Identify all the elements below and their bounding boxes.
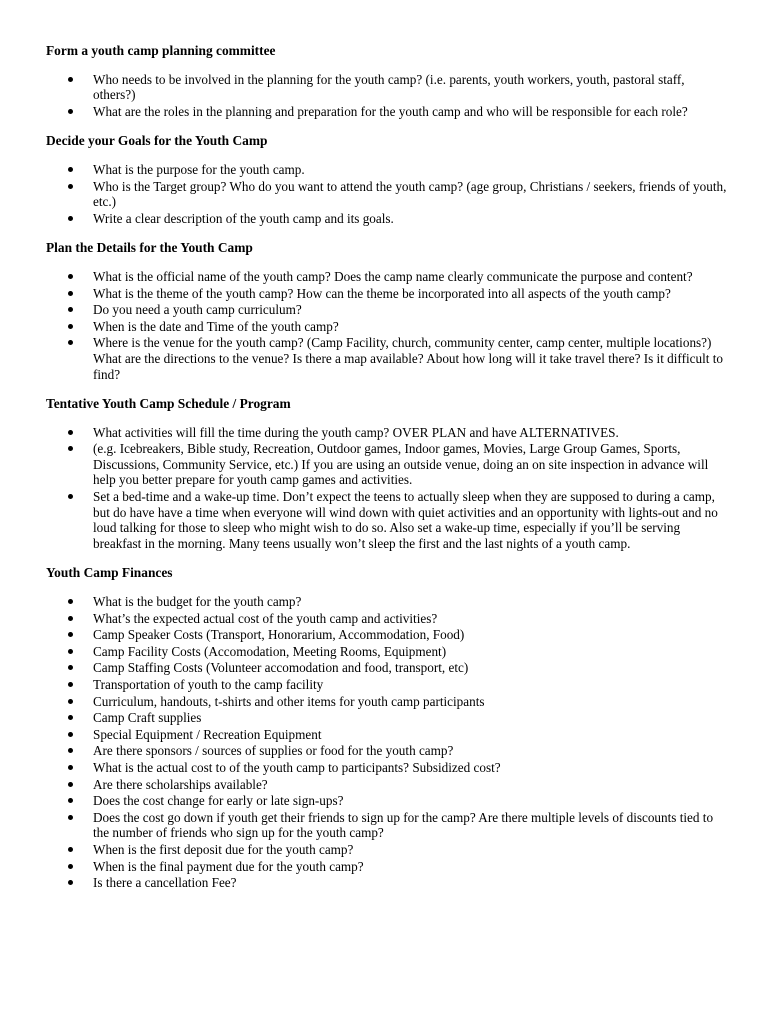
list-item-text: What is the actual cost to of the youth camp to participants? Subsidized cost? [93, 759, 501, 775]
list-item-text: When is the first deposit due for the youth camp? [93, 841, 354, 857]
section-details [46, 240, 728, 382]
bullet-icon [68, 798, 73, 803]
list-item [46, 425, 728, 441]
list-item [46, 489, 728, 551]
list-item [46, 677, 728, 693]
list-item [46, 660, 728, 676]
list-item-text: Does the cost go down if youth get their friends to sign up for the camp? Are there multiple levels of discounts tied to the number of friends who sign up for the youth camp? [93, 809, 714, 841]
list-item [46, 441, 728, 488]
bullet-icon [68, 715, 73, 720]
list-item-text: Does the cost change for early or late sign-ups? [93, 793, 344, 809]
list-item [46, 162, 728, 178]
list-item-text: Who needs to be involved in the planning for the youth camp? (i.e. parents, youth workers, youth, pastoral staff, others?) [93, 71, 685, 103]
list-item-text: What is the theme of the youth camp? How can the theme be incorporated into all aspects of the youth camp? [93, 285, 671, 301]
list-item [46, 104, 728, 120]
list-item-text: Transportation of youth to the camp facility [93, 677, 324, 692]
list-item-text: What is the purpose for the youth camp. [93, 161, 305, 177]
section-heading: Tentative Youth Camp Schedule / Program [46, 396, 291, 412]
list-item-text: What is the budget for the youth camp? [93, 594, 302, 610]
list-item [46, 810, 728, 841]
list-item-text: What are the roles in the planning and preparation for the youth camp and who will be responsible for each role? [93, 103, 688, 119]
list-item-text: What activities will fill the time during the youth camp? OVER PLAN and have ALTERNATIVES. [93, 424, 619, 440]
list-item-text: Camp Speaker Costs (Transport, Honorarium, Accommodation, Food) [93, 627, 465, 643]
bullet-icon [68, 274, 73, 279]
list-item-text: Curriculum, handouts, t-shirts and other items for youth camp participants [93, 693, 485, 709]
bullet-icon [68, 307, 73, 312]
bullet-icon [68, 847, 73, 852]
list-item [46, 627, 728, 643]
list-item [46, 760, 728, 776]
bullet-icon [68, 167, 73, 172]
bullet-icon [68, 430, 73, 435]
list-item-text: Do you need a youth camp curriculum? [93, 302, 302, 318]
list-item-text: Special Equipment / Recreation Equipment [93, 726, 322, 742]
bullet-icon [68, 649, 73, 654]
section-heading: Form a youth camp planning committee [46, 43, 276, 58]
bullet-icon [68, 291, 73, 296]
bullet-icon [68, 815, 73, 820]
list-item [46, 319, 728, 335]
list-item-text: Camp Facility Costs (Accomodation, Meeting Rooms, Equipment) [93, 643, 447, 659]
list-item [46, 777, 728, 793]
list-item [46, 302, 728, 318]
list-item-text: Write a clear description of the youth camp and its goals. [93, 210, 394, 226]
list-item-text: When is the final payment due for the youth camp? [93, 858, 364, 874]
section-goals [46, 133, 728, 226]
list-item-text: (e.g. Icebreakers, Bible study, Recreation, Outdoor games, Indoor games, Movies, Large Group Games, Sports, Discussions, Community Service, etc.) If you are using an outside venue, doing an on site inspection in advance will help you better prepare for youth camp games and activities. [93, 441, 709, 488]
list-item [46, 793, 728, 809]
bullet-list [46, 594, 728, 891]
list-item-text: Set a bed-time and a wake-up time. Don’t expect the teens to actually sleep when they are supposed to during a camp, but do have have a time when everyone will wind down with quiet activities and an opportunity with lights-out and no loud talking for those to sleep who might wish to do so. Also set a wake-up time, especially if you’ll be serving breakfast in the morning. Many teens usually won’t sleep the first and the last nights of a youth camp. [93, 489, 718, 551]
list-item [46, 859, 728, 875]
list-item [46, 611, 728, 627]
list-item-text: Is there a cancellation Fee? [93, 875, 237, 891]
section-finances [46, 565, 728, 890]
list-item-text: Where is the venue for the youth camp? (Camp Facility, church, community center, camp center, multiple locations?) What are the directions to the venue? Is there a map available? About how long will it take travel there? Is it difficult to find? [93, 335, 723, 382]
list-item [46, 72, 728, 103]
bullet-icon [68, 748, 73, 753]
bullet-list [46, 425, 728, 552]
bullet-icon [68, 446, 73, 451]
bullet-icon [68, 324, 73, 329]
section-heading: Decide your Goals for the Youth Camp [46, 133, 268, 149]
list-item-text: What is the official name of the youth camp? Does the camp name clearly communicate the purpose and content? [93, 268, 693, 284]
list-item [46, 335, 728, 382]
list-item-text: Are there sponsors / sources of supplies or food for the youth camp? [93, 743, 454, 759]
bullet-icon [68, 665, 73, 670]
section-planning-committee [46, 43, 728, 119]
bullet-icon [68, 340, 73, 345]
bullet-icon [68, 494, 73, 499]
list-item-text: Who is the Target group? Who do you want to attend the youth camp? (age group, Christians / seekers, friends of youth, etc.) [93, 178, 727, 210]
bullet-list [46, 162, 728, 226]
list-item-text: Camp Craft supplies [93, 710, 202, 726]
bullet-icon [68, 109, 73, 114]
list-item [46, 269, 728, 285]
list-item-text: When is the date and Time of the youth camp? [93, 318, 339, 334]
list-item [46, 694, 728, 710]
bullet-icon [68, 632, 73, 637]
list-item [46, 710, 728, 726]
bullet-icon [68, 184, 73, 189]
bullet-icon [68, 216, 73, 221]
list-item [46, 594, 728, 610]
section-heading: Plan the Details for the Youth Camp [46, 240, 253, 256]
list-item-text: Camp Staffing Costs (Volunteer accomodation and food, transport, etc) [93, 660, 469, 676]
list-item-text: What’s the expected actual cost of the youth camp and activities? [93, 610, 438, 626]
list-item [46, 727, 728, 743]
section-schedule [46, 396, 728, 551]
list-item [46, 743, 728, 759]
list-item [46, 179, 728, 210]
section-heading: Youth Camp Finances [46, 565, 173, 581]
bullet-icon [68, 864, 73, 869]
bullet-icon [68, 732, 73, 737]
list-item [46, 842, 728, 858]
bullet-icon [68, 599, 73, 604]
bullet-icon [68, 616, 73, 621]
list-item-text: Are there scholarships available? [93, 776, 268, 792]
bullet-icon [68, 682, 73, 687]
bullet-list [46, 269, 728, 382]
list-item [46, 211, 728, 227]
list-item [46, 644, 728, 660]
bullet-icon [68, 765, 73, 770]
bullet-icon [68, 782, 73, 787]
bullet-icon [68, 880, 73, 885]
list-item [46, 286, 728, 302]
bullet-icon [68, 699, 73, 704]
bullet-icon [68, 77, 73, 82]
list-item [46, 875, 728, 891]
bullet-list [46, 72, 728, 120]
